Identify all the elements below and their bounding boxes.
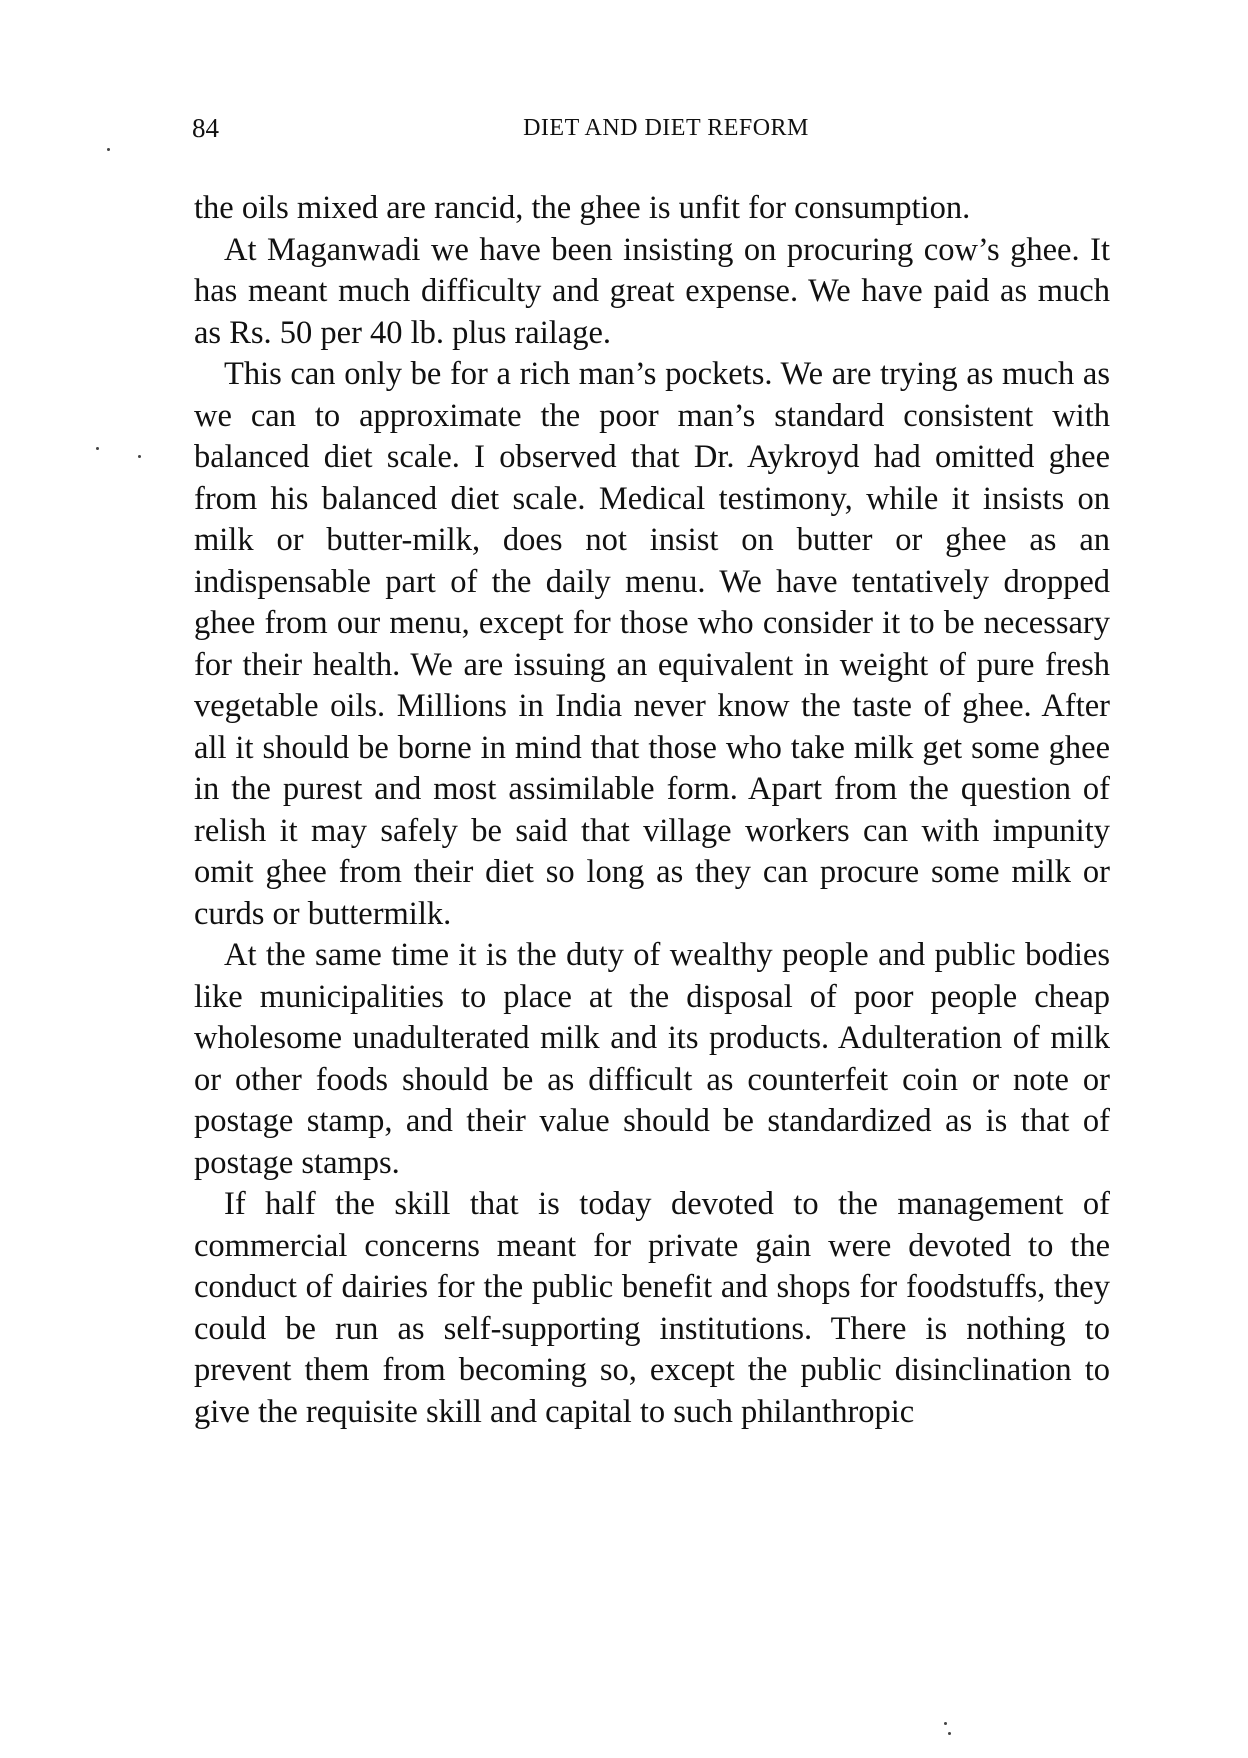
scan-speck (96, 447, 99, 450)
scan-speck (948, 1732, 951, 1735)
paragraph-5: If half the skill that is today devoted to the management of commercial concerns meant for private gain were devoted to the conduct of dairies for the public benefit and shops for foodstuffs, they could be run as self-supporting institutions. There is nothing to prevent them from becoming so, except the public disinclination to give the requisite skill and capital to such philanthropic (194, 1186, 1110, 1430)
scan-speck (944, 1722, 947, 1725)
scan-speck (107, 148, 110, 151)
paragraph-4: At the same time it is the duty of wealthy people and public bodies like municipalities to place at the disposal of poor people cheap wholesome unadulterated milk and its products. Adulteration of milk or other foods should be as difficult as counterfeit coin or note or postage stamp, and their value should be standardized as is that of postage stamps. (194, 937, 1110, 1181)
running-head: DIET AND DIET REFORM (523, 115, 809, 141)
scan-speck (138, 455, 141, 458)
page-header (192, 108, 1112, 148)
page-number: 84 (192, 113, 219, 143)
paragraph-3: This can only be for a rich man’s pockets. We are trying as much as we can to approximate the poor man’s standard consistent with balanced diet scale. I observed that Dr. Aykroyd had omitted ghee from his balanced diet scale. Medical testimony, while it insists on milk or butter-milk, does not insist on butter or ghee as an indispensable part of the daily menu. We have tentatively dropped ghee from our menu, except for those who consider it to be necessary for their health. We are issuing an equivalent in weight of pure fresh vegetable oils. Millions in India never know the taste of ghee. After all it should be borne in mind that those who take milk get some ghee in the purest and most assimilable form. Apart from the question of relish it may safely be said that village workers can with impunity omit ghee from their diet so long as they can procure some milk or curds or buttermilk. (194, 356, 1110, 932)
paragraph-1: the oils mixed are rancid, the ghee is unfit for consumption. (194, 190, 971, 226)
body-text (194, 188, 1110, 1433)
paragraph-2: At Maganwadi we have been insisting on procuring cow’s ghee. It has meant much difficulty and great expense. We have paid as much as Rs. 50 per 40 lb. plus railage. (194, 231, 1110, 351)
